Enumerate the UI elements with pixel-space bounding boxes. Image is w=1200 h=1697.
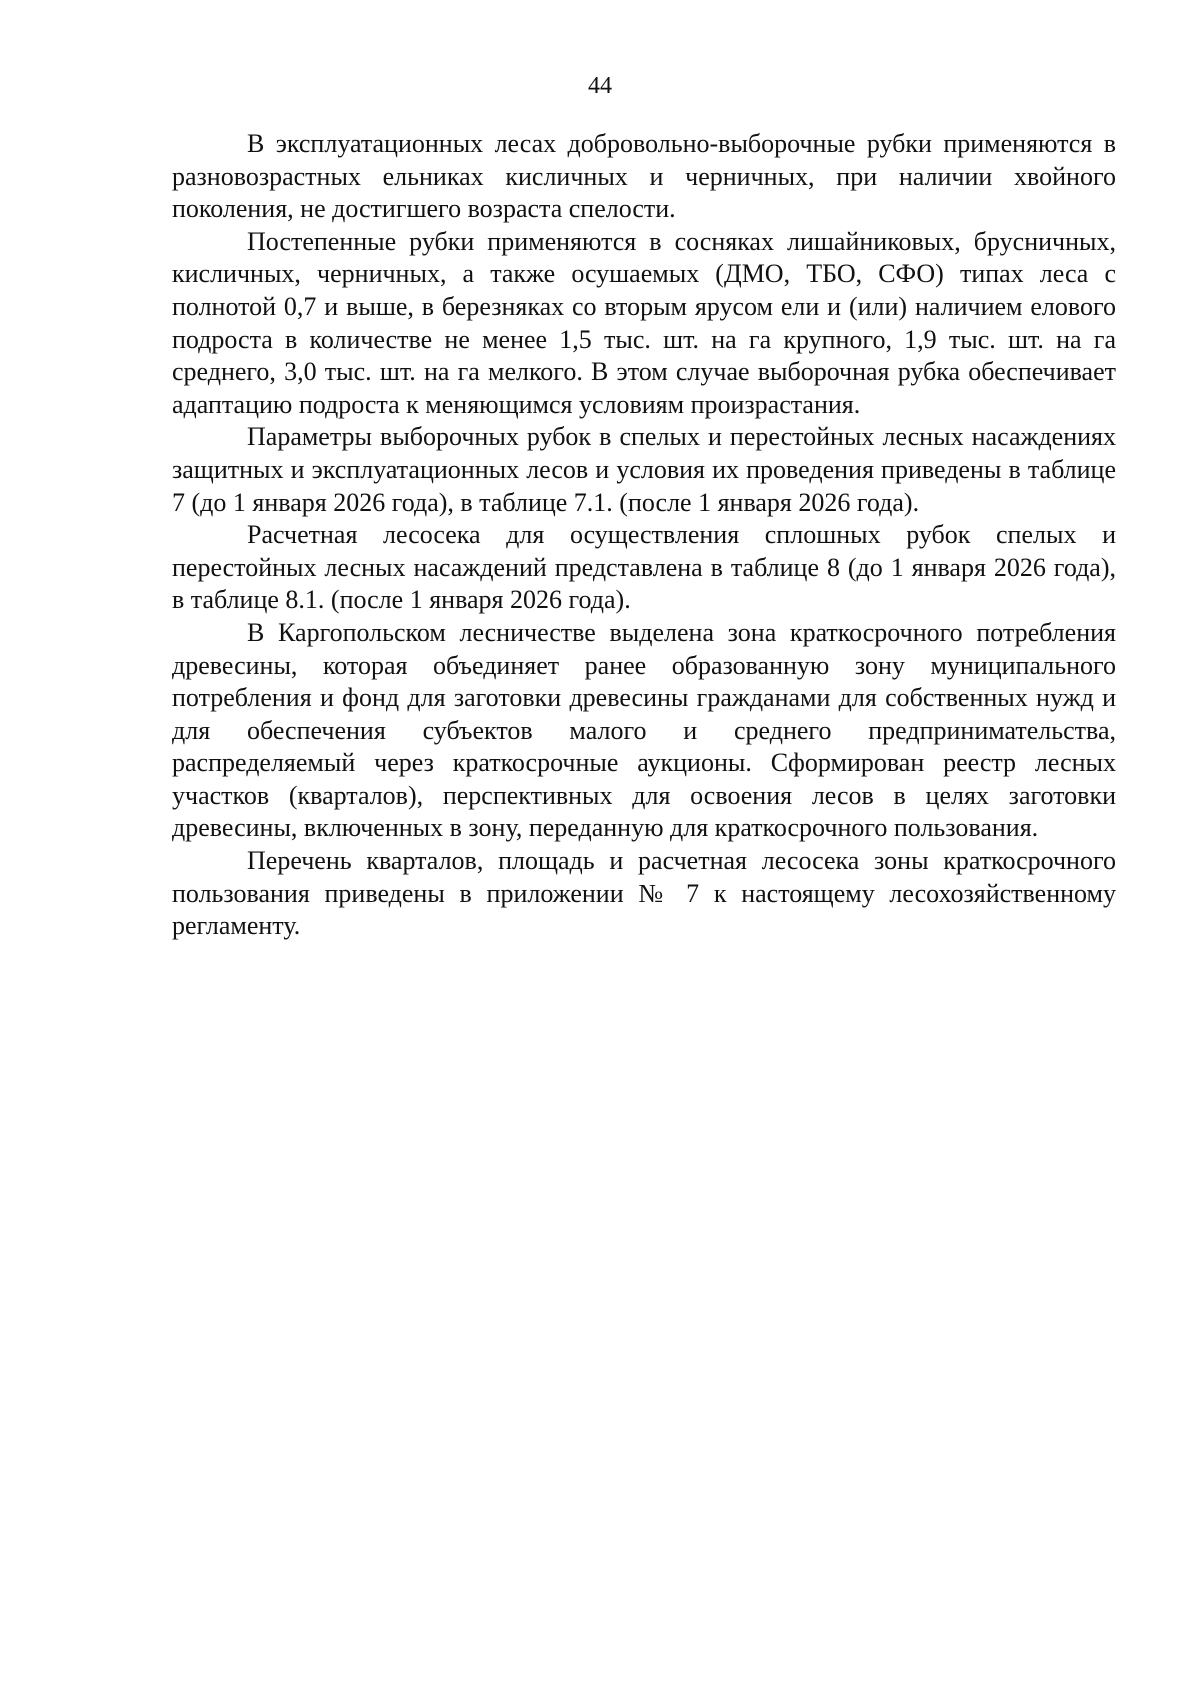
page-number: 44	[588, 73, 612, 99]
page-body	[172, 128, 1116, 943]
paragraph-allowable-cut: Расчетная лесосека для осуществления сплошных рубок спелых и перестойных лесных насаждений представлена в таблице 8 (до 1 января 2026 года), в таблице 8.1. (после 1 января 2026 года).	[172, 520, 1116, 615]
paragraph-short-term-zone: В Каргопольском лесничестве выделена зона краткосрочного потребления древесины, которая объединяет ранее образованную зону муниципального потребления и фонд для заготовки древесины гражданами для собственных нужд и для обеспечения субъектов малого и среднего предпринимательства, распределяемый через краткосрочные аукционы. Сформирован реестр лесных участков (кварталов), перспективных для освоения лесов в целях заготовки древесины, включенных в зону, переданную для краткосрочного пользования.	[172, 617, 1116, 843]
paragraph-felling-parameters: Параметры выборочных рубок в спелых и перестойных лесных насаждениях защитных и эксплуатационных лесов и условия их проведения приведены в таблице 7 (до 1 января 2026 года), в таблице 7.1. (после 1 января 2026 года).	[172, 422, 1116, 517]
paragraph-gradual-felling: Постепенные рубки применяются в сосняках лишайниковых, брусничных, кисличных, черничных, а также осушаемых (ДМО, ТБО, СФО) типах леса с полнотой 0,7 и выше, в березняках со вторым ярусом ели и (или) наличием елового подроста в количестве не менее 1,5 тыс. шт. на га крупного, 1,9 тыс. шт. на га среднего, 3,0 тыс. шт. на га мелкого. В этом случае выборочная рубка обеспечивает адаптацию подроста к меняющимся условиям произрастания.	[172, 226, 1116, 419]
paragraph-quarters-list: Перечень кварталов, площадь и расчетная лесосека зоны краткосрочного пользования приведены в приложении № 7 к настоящему лесохозяйственному регламенту.	[172, 846, 1116, 941]
paragraph-selective-felling: В эксплуатационных лесах добровольно-выборочные рубки применяются в разновозрастных ельниках кисличных и черничных, при наличии хвойного поколения, не достигшего возраста спелости.	[172, 129, 1116, 224]
